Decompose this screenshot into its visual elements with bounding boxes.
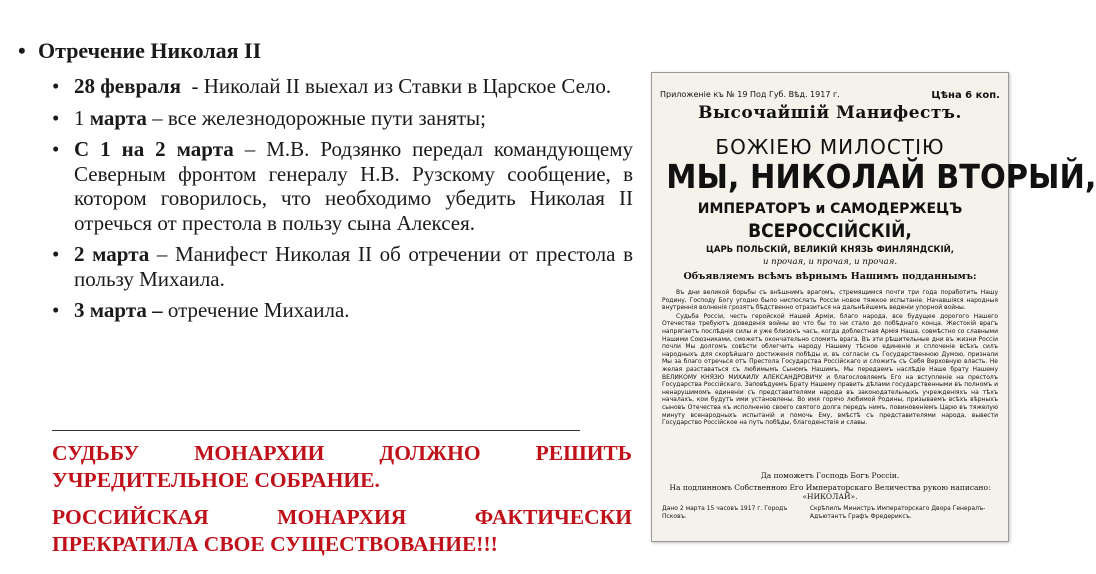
item-date: С 1 на 2 марта xyxy=(74,137,234,161)
item-date: 28 февраля xyxy=(74,74,181,98)
item-pre: 1 xyxy=(74,105,90,130)
list-item xyxy=(52,106,633,131)
manifesto-etc: и прочая, и прочая, и прочая. xyxy=(762,257,898,267)
manifesto-price: Цѣна 6 коп. xyxy=(931,90,1000,101)
manifesto-paragraph: Судьба Россіи, честь геройской Нашей Арміи, благо народа, все будущее дорогого Нашего Отечества требуютъ доведенія войны во что бы то ни стало до побѣднаго конца. Жестокій врагъ напрягаетъ послѣднія силы и уже близокъ часъ, когда доблестная Армія Наша, совмѣстно со славными Нашими Союзниками, сможетъ окончательно сломить врага. Въ эти рѣшительные дни въ жизни Россіи почли Мы долгомъ совѣсти облегчить народу Нашему тѣсное единеніе и сплоченіе всѣхъ силъ народныхъ для скорѣйшаго достиженія побѣды и, въ согласіи съ Государственною Думою, признали Мы за благо отречься отъ Престола Государства Россійскаго и сложить съ Себя Верховную власть. Не желая разставаться съ любимымъ Сыномъ Нашимъ, Мы передаемъ наслѣдіе Наше брату Нашему ВЕЛИКОМУ КНЯЗЮ МИХАИЛУ АЛЕКСАНДРОВИЧУ и благословляемъ Его на вступленіе на престолъ Государства Россійскаго. Заповѣдуемъ Брату Нашему править дѣлами государственными въ полномъ и ненарушимомъ единеніи съ представителями народа въ законодательныхъ учрежденіяхъ на тѣхъ началахъ, кои будутъ ими установлены. Во имя горячо любимой Родины, призываемъ всѣхъ вѣрныхъ сыновъ Отечества къ исполненію своего святого долга передъ нимъ, повиновеніемъ Царю въ тяжелую минуту всенародныхъ испытаній и помочь Ему, вмѣстѣ съ представителями народа, вывести Государство Россійское на путь побѣды, благоденствія и славы. xyxy=(662,312,998,427)
item-desc: – М.В. Родзянко передал командующему Северным фронтом генералу Н.В. Рузскому сообщение, в котором говорилось, что необходимо убедить Николая II отречься от престола в пользу сына Алексея. xyxy=(74,137,633,235)
manifesto-mercy: БОЖІЕЮ МИЛОСТІЮ xyxy=(715,135,945,159)
main-bullet xyxy=(18,38,633,64)
manifesto-body xyxy=(662,289,998,428)
manifesto-paragraph: Въ дни великой борьбы съ внѣшнимъ врагомъ, стремящимся почти три года поработить Нашу Родину, Господу Богу угодно было ниспослать Россіи новое тяжкое испытаніе. Начавшіяся народныя внутреннія волненія грозятъ бѣдственно отразиться на дальнѣйшемъ веденіи упорной войны. xyxy=(662,289,998,312)
item-text xyxy=(74,106,633,131)
manifesto-header-left: Приложеніе къ № 19 Под Губ. Вѣд. 1917 г. xyxy=(660,90,840,99)
item-date: 3 марта – xyxy=(74,298,163,322)
list-item xyxy=(52,242,633,291)
manifesto-all-russia: ВСЕРОССІЙСКІЙ, xyxy=(748,220,912,242)
bullet-dot: • xyxy=(52,242,60,266)
item-date: марта xyxy=(89,105,147,130)
manifesto-foot-right: Скрѣпилъ Министръ Императорскаго Двора Генералъ-Адъютантъ Графъ Фредериксъ. xyxy=(809,505,986,520)
bullet-dot: • xyxy=(52,105,60,130)
item-desc: – Манифест Николая II об отречении от престола в пользу Михаила. xyxy=(74,242,633,291)
manifesto-header xyxy=(660,90,1000,101)
bullet-dot: • xyxy=(52,298,60,322)
bullet-dot: • xyxy=(52,74,60,98)
manifesto-announce: Объявляемъ всѣмъ вѣрнымъ Нашимъ подданнымъ: xyxy=(683,271,977,282)
item-text xyxy=(74,298,633,323)
divider-line xyxy=(52,430,580,431)
item-date: 2 марта xyxy=(74,242,150,266)
manifesto-sig2: На подлинномъ Собственною Его Императорскаго Величества рукою написано: «НИКОЛАЙ». xyxy=(669,483,991,501)
slide-heading: Отречение Николая II xyxy=(38,38,262,63)
bullet-dot: • xyxy=(18,38,26,63)
item-text xyxy=(74,74,633,99)
manifesto-tsar: ЦАРЬ ПОЛЬСКІЙ, ВЕЛИКІЙ КНЯЗЬ ФИНЛЯНДСКІЙ, xyxy=(705,245,955,255)
item-desc: – все железнодорожные пути заняты; xyxy=(146,105,486,130)
conclusion-1: СУДЬБУ МОНАРХИИ ДОЛЖНО РЕШИТЬ УЧРЕДИТЕЛЬНОЕ СОБРАНИЕ. xyxy=(52,441,632,492)
manifesto-name: МЫ, НИКОЛАЙ ВТОРЫЙ, xyxy=(666,157,1096,196)
manifesto-image xyxy=(651,72,1096,542)
list-item xyxy=(52,74,633,99)
conclusion-2: РОССИЙСКАЯ МОНАРХИЯ ФАКТИЧЕСКИ ПРЕКРАТИЛА СВОЕ СУЩЕСТВОВАНИЕ!!! xyxy=(52,505,632,556)
manifesto-footer xyxy=(662,505,998,521)
bullet-dot: • xyxy=(52,137,60,161)
manifesto-sig1: Да поможетъ Господь Богъ Россіи. xyxy=(760,471,900,480)
item-desc: отречение Михаила. xyxy=(162,298,350,322)
event-list xyxy=(18,74,633,323)
manifesto-emperor: ИМПЕРАТОРЪ и САМОДЕРЖЕЦЪ xyxy=(697,201,963,217)
item-text xyxy=(74,242,633,291)
manifesto-title: Высочайшій Манифестъ. xyxy=(698,103,962,123)
text-column xyxy=(18,38,633,330)
item-text xyxy=(74,137,633,235)
item-desc: - Николай II выехал из Ставки в Царское Село. xyxy=(180,74,612,98)
manifesto-foot-left: Дано 2 марта 15 часовъ 1917 г. Городъ Псковъ. xyxy=(662,505,788,520)
list-item xyxy=(52,137,633,235)
list-item xyxy=(52,298,633,323)
